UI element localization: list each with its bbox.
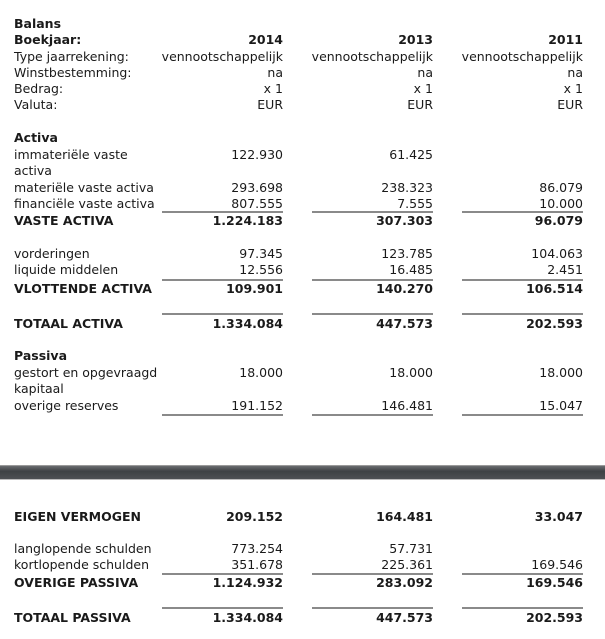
total-row-passiva	[0, 610, 605, 626]
cell-value: 773.254	[231, 541, 283, 556]
cell-value: 122.930	[231, 147, 283, 162]
passiva-heading-row	[0, 348, 605, 364]
meta-value: vennootschappelijk	[311, 49, 433, 64]
table-row	[0, 246, 605, 262]
subtotal-row-overige-passiva	[0, 575, 605, 591]
meta-value: x 1	[413, 81, 433, 96]
cell-value: 146.481	[381, 398, 433, 413]
cell-value: 191.152	[231, 398, 283, 413]
section-heading: Passiva	[14, 348, 68, 363]
total-rule	[462, 607, 583, 609]
subtotal-row-vlottende-activa	[0, 281, 605, 297]
cell-value: 57.731	[389, 541, 433, 556]
activa-heading-row	[0, 130, 605, 146]
cell-value: 96.079	[534, 213, 583, 228]
row-label-continuation: kapitaal	[14, 381, 64, 396]
fiscal-year-label: Boekjaar:	[14, 32, 82, 47]
cell-value: 61.425	[389, 147, 433, 162]
row-label: VASTE ACTIVA	[14, 213, 114, 228]
table-row	[0, 147, 605, 163]
subtotal-rule	[162, 414, 283, 416]
cell-value: 807.555	[231, 196, 283, 211]
cell-value: 140.270	[376, 281, 433, 296]
cell-value: 209.152	[226, 509, 283, 524]
cell-value: 202.593	[526, 610, 583, 625]
meta-value: EUR	[407, 97, 433, 112]
row-label: gestort en opgevraagd	[14, 365, 158, 380]
cell-value: 12.556	[239, 262, 283, 277]
meta-value: na	[267, 65, 283, 80]
cell-value: 18.000	[539, 365, 583, 380]
row-label: kortlopende schulden	[14, 557, 149, 572]
row-label: liquide middelen	[14, 262, 119, 277]
row-label: EIGEN VERMOGEN	[14, 509, 141, 524]
row-label: OVERIGE PASSIVA	[14, 575, 139, 590]
row-label: TOTAAL ACTIVA	[14, 316, 123, 331]
cell-value: 447.573	[376, 610, 433, 625]
meta-row-winstbestemming	[0, 65, 605, 81]
cell-value: 202.593	[526, 316, 583, 331]
row-label: langlopende schulden	[14, 541, 152, 556]
table-row-continuation	[0, 163, 605, 179]
cell-value: 123.785	[381, 246, 433, 261]
subtotal-row-eigen-vermogen	[0, 509, 605, 525]
cell-value: 169.546	[531, 557, 583, 572]
meta-label: Valuta:	[14, 97, 58, 112]
fiscal-year-row	[0, 32, 605, 48]
total-row-activa	[0, 316, 605, 332]
cell-value: 293.698	[231, 180, 283, 195]
cell-value: 164.481	[376, 509, 433, 524]
balance-title-row	[0, 16, 605, 32]
subtotal-rule	[462, 414, 583, 416]
cell-value: 33.047	[534, 509, 583, 524]
cell-value: 18.000	[239, 365, 283, 380]
subtotal-row-vaste-activa	[0, 213, 605, 229]
meta-row-valuta	[0, 97, 605, 113]
table-row	[0, 196, 605, 212]
table-row	[0, 541, 605, 557]
subtotal-rule	[312, 414, 433, 416]
meta-label: Bedrag:	[14, 81, 64, 96]
meta-label: Type jaarrekening:	[14, 49, 129, 64]
table-row	[0, 262, 605, 278]
row-label: TOTAAL PASSIVA	[14, 610, 131, 625]
cell-value: 7.555	[397, 196, 433, 211]
cell-value: 169.546	[526, 575, 583, 590]
row-label: vorderingen	[14, 246, 90, 261]
page-break-divider	[0, 465, 605, 480]
total-rule	[162, 313, 283, 315]
cell-value: 447.573	[376, 316, 433, 331]
cell-value: 1.334.084	[212, 610, 283, 625]
cell-value: 109.901	[226, 281, 283, 296]
cell-value: 351.678	[231, 557, 283, 572]
total-rule	[462, 313, 583, 315]
meta-value: EUR	[257, 97, 283, 112]
row-label: financiële vaste activa	[14, 196, 155, 211]
section-heading: Activa	[14, 130, 58, 145]
cell-value: 283.092	[376, 575, 433, 590]
meta-value: na	[417, 65, 433, 80]
year-column-header: 2014	[248, 32, 283, 47]
cell-value: 18.000	[389, 365, 433, 380]
cell-value: 104.063	[531, 246, 583, 261]
page-title: Balans	[14, 16, 62, 31]
meta-value: EUR	[557, 97, 583, 112]
row-label: immateriële vaste	[14, 147, 128, 162]
meta-value: na	[567, 65, 583, 80]
cell-value: 86.079	[539, 180, 583, 195]
meta-value: x 1	[263, 81, 283, 96]
total-rule	[312, 313, 433, 315]
cell-value: 225.361	[381, 557, 433, 572]
meta-label: Winstbestemming:	[14, 65, 132, 80]
cell-value: 10.000	[539, 196, 583, 211]
table-row	[0, 398, 605, 414]
total-rule	[162, 607, 283, 609]
row-label: materiële vaste activa	[14, 180, 154, 195]
cell-value: 106.514	[526, 281, 583, 296]
row-label-continuation: activa	[14, 163, 52, 178]
cell-value: 15.047	[539, 398, 583, 413]
meta-row-type	[0, 49, 605, 65]
table-row	[0, 365, 605, 381]
cell-value: 2.451	[547, 262, 583, 277]
cell-value: 97.345	[239, 246, 283, 261]
year-column-header: 2013	[398, 32, 433, 47]
meta-row-bedrag	[0, 81, 605, 97]
meta-value: vennootschappelijk	[461, 49, 583, 64]
row-label: VLOTTENDE ACTIVA	[14, 281, 152, 296]
table-row-continuation	[0, 381, 605, 397]
cell-value: 1.124.932	[212, 575, 283, 590]
year-column-header: 2011	[548, 32, 583, 47]
row-label: overige reserves	[14, 398, 119, 413]
cell-value: 238.323	[381, 180, 433, 195]
meta-value: vennootschappelijk	[161, 49, 283, 64]
meta-value: x 1	[563, 81, 583, 96]
cell-value: 1.224.183	[212, 213, 283, 228]
total-rule	[312, 607, 433, 609]
table-row	[0, 180, 605, 196]
cell-value: 16.485	[389, 262, 433, 277]
table-row	[0, 557, 605, 573]
cell-value: 1.334.084	[212, 316, 283, 331]
cell-value: 307.303	[376, 213, 433, 228]
